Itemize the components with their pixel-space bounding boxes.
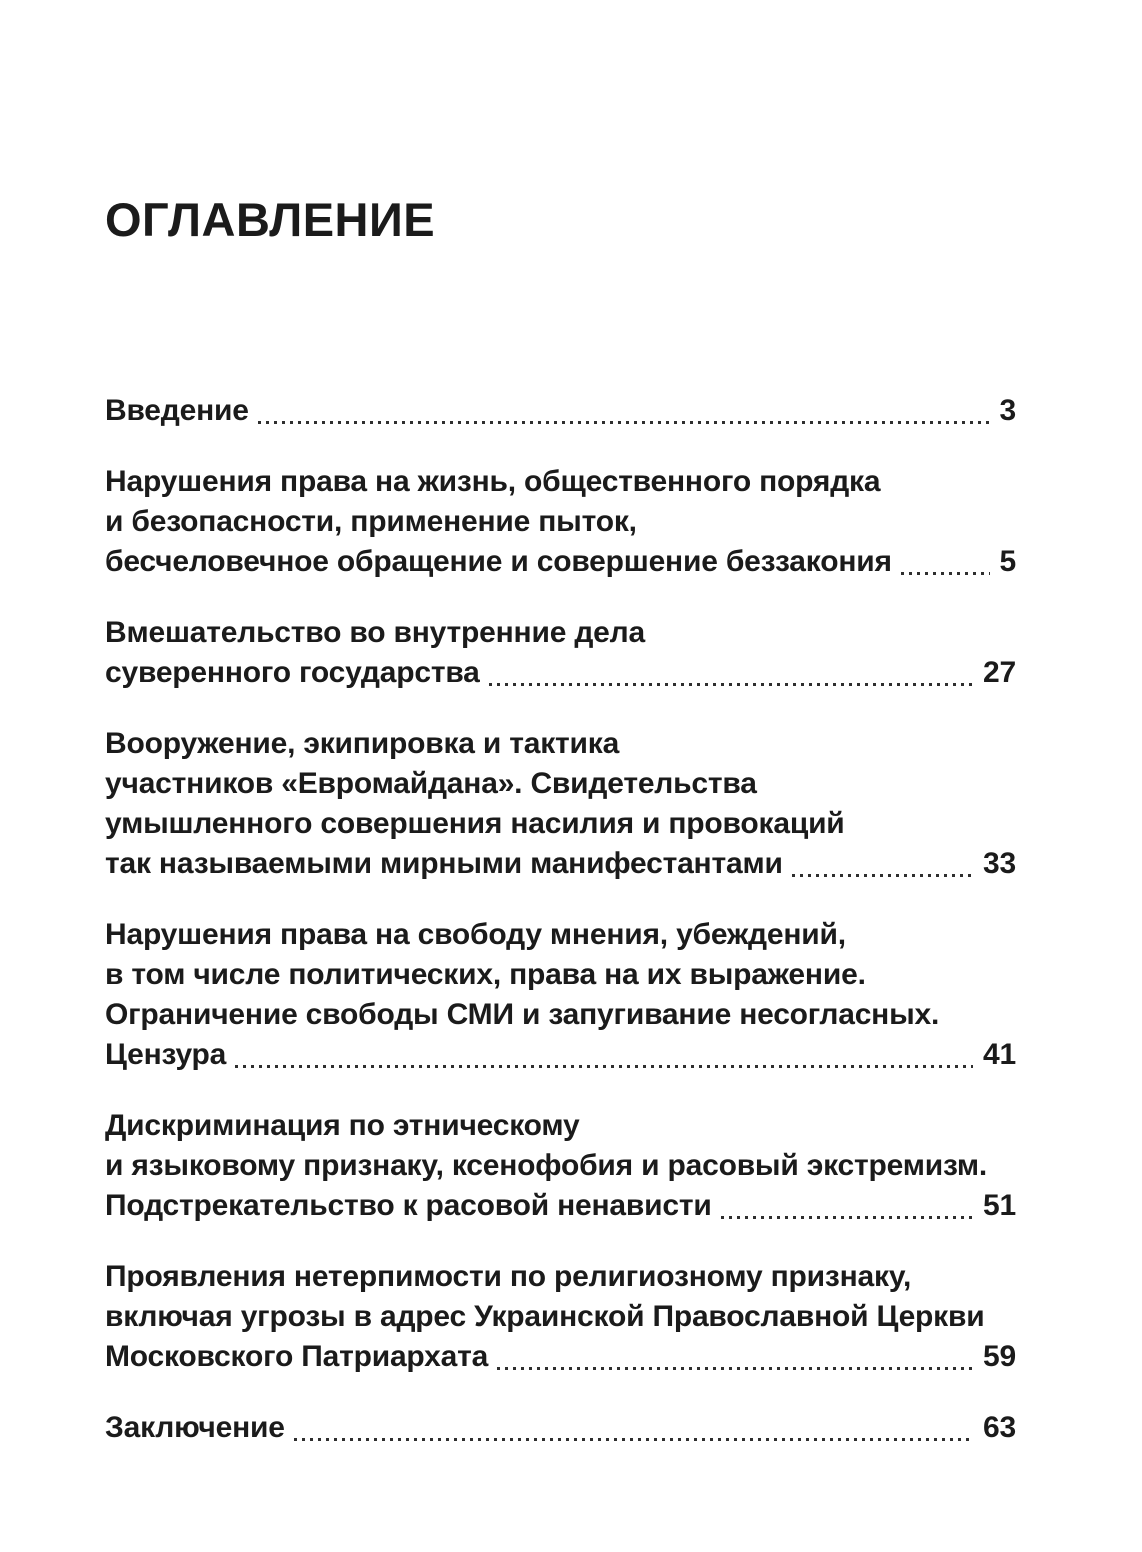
toc-entry-line [105, 1186, 1016, 1226]
toc-entry-line [105, 1146, 1016, 1186]
toc-entry-line [105, 1337, 1016, 1377]
toc-entry-line [105, 764, 1016, 804]
toc-entry-text: включая угрозы в адрес Украинской Православной Церкви [105, 1300, 985, 1333]
toc-entry-text: Подстрекательство к расовой ненависти [105, 1189, 712, 1222]
toc-entry-text: Вмешательство во внутренние дела [105, 616, 645, 649]
dot-leader [294, 1438, 973, 1441]
toc-entry-text: Нарушения права на свободу мнения, убеждений, [105, 918, 846, 951]
toc-entry [105, 915, 1016, 1075]
toc-entry-line [105, 1035, 1016, 1075]
toc-entry-text: Цензура [105, 1038, 227, 1071]
toc-page-number: 51 [983, 1189, 1016, 1222]
toc-entry-text: и безопасности, применение пыток, [105, 505, 637, 538]
toc-entry [105, 1408, 1016, 1448]
toc-entry [105, 1106, 1016, 1226]
dot-leader [792, 874, 973, 877]
toc-entry-text: Проявления нетерпимости по религиозному признаку, [105, 1260, 912, 1293]
toc-entry-text: Введение [105, 394, 249, 427]
toc-entry-line [105, 653, 1016, 693]
toc-entry [105, 613, 1016, 693]
toc-page-number: 27 [983, 656, 1016, 689]
toc-entry [105, 1257, 1016, 1377]
dot-leader [721, 1216, 973, 1219]
toc-page-number: 3 [999, 394, 1016, 427]
toc-entry-text: в том числе политических, права на их выражение. [105, 958, 866, 991]
toc-entry [105, 391, 1016, 431]
toc-entry-line [105, 804, 1016, 844]
toc-entry-text: так называемыми мирными манифестантами [105, 847, 783, 880]
dot-leader [489, 683, 973, 686]
dot-leader [235, 1065, 973, 1068]
toc-entry [105, 724, 1016, 884]
toc-entry-line [105, 542, 1016, 582]
toc-entry-text: суверенного государства [105, 656, 480, 689]
toc-entry [105, 462, 1016, 582]
toc-entry-line [105, 391, 1016, 431]
toc-entry-text: Нарушения права на жизнь, общественного порядка [105, 465, 881, 498]
toc-entry-text: Дискриминация по этническому [105, 1109, 580, 1142]
toc-entry-line [105, 1106, 1016, 1146]
toc-entry-line [105, 995, 1016, 1035]
toc-page-number: 5 [999, 545, 1016, 578]
toc-entry-line [105, 1257, 1016, 1297]
page-title: ОГЛАВЛЕНИЕ [105, 193, 436, 246]
toc-entry-line [105, 844, 1016, 884]
toc-entry-line [105, 724, 1016, 764]
toc-entry-text: и языковому признаку, ксенофобия и расовый экстремизм. [105, 1149, 988, 1182]
toc-entry-text: Ограничение свободы СМИ и запугивание несогласных. [105, 998, 940, 1031]
toc-entry-line [105, 613, 1016, 653]
toc-entry-text: Вооружение, экипировка и тактика [105, 727, 620, 760]
toc-page-number: 41 [983, 1038, 1016, 1071]
toc-entry-line [105, 915, 1016, 955]
toc-list [105, 391, 1016, 1448]
toc-entry-line [105, 1408, 1016, 1448]
toc-page-number: 59 [983, 1340, 1016, 1373]
toc-entry-line [105, 462, 1016, 502]
toc-entry-text: бесчеловечное обращение и совершение беззакония [105, 545, 892, 578]
toc-entry-line [105, 502, 1016, 542]
toc-page-number: 63 [983, 1411, 1016, 1444]
toc-entry-text: участников «Евромайдана». Свидетельства [105, 767, 757, 800]
toc-entry-line [105, 1297, 1016, 1337]
toc-entry-text: умышленного совершения насилия и провокаций [105, 807, 845, 840]
dot-leader [258, 421, 990, 424]
toc-page-number: 33 [983, 847, 1016, 880]
dot-leader [497, 1367, 973, 1370]
toc-entry-text: Московского Патриархата [105, 1340, 489, 1373]
dot-leader [901, 572, 990, 575]
toc-entry-text: Заключение [105, 1411, 285, 1444]
toc-entry-line [105, 955, 1016, 995]
